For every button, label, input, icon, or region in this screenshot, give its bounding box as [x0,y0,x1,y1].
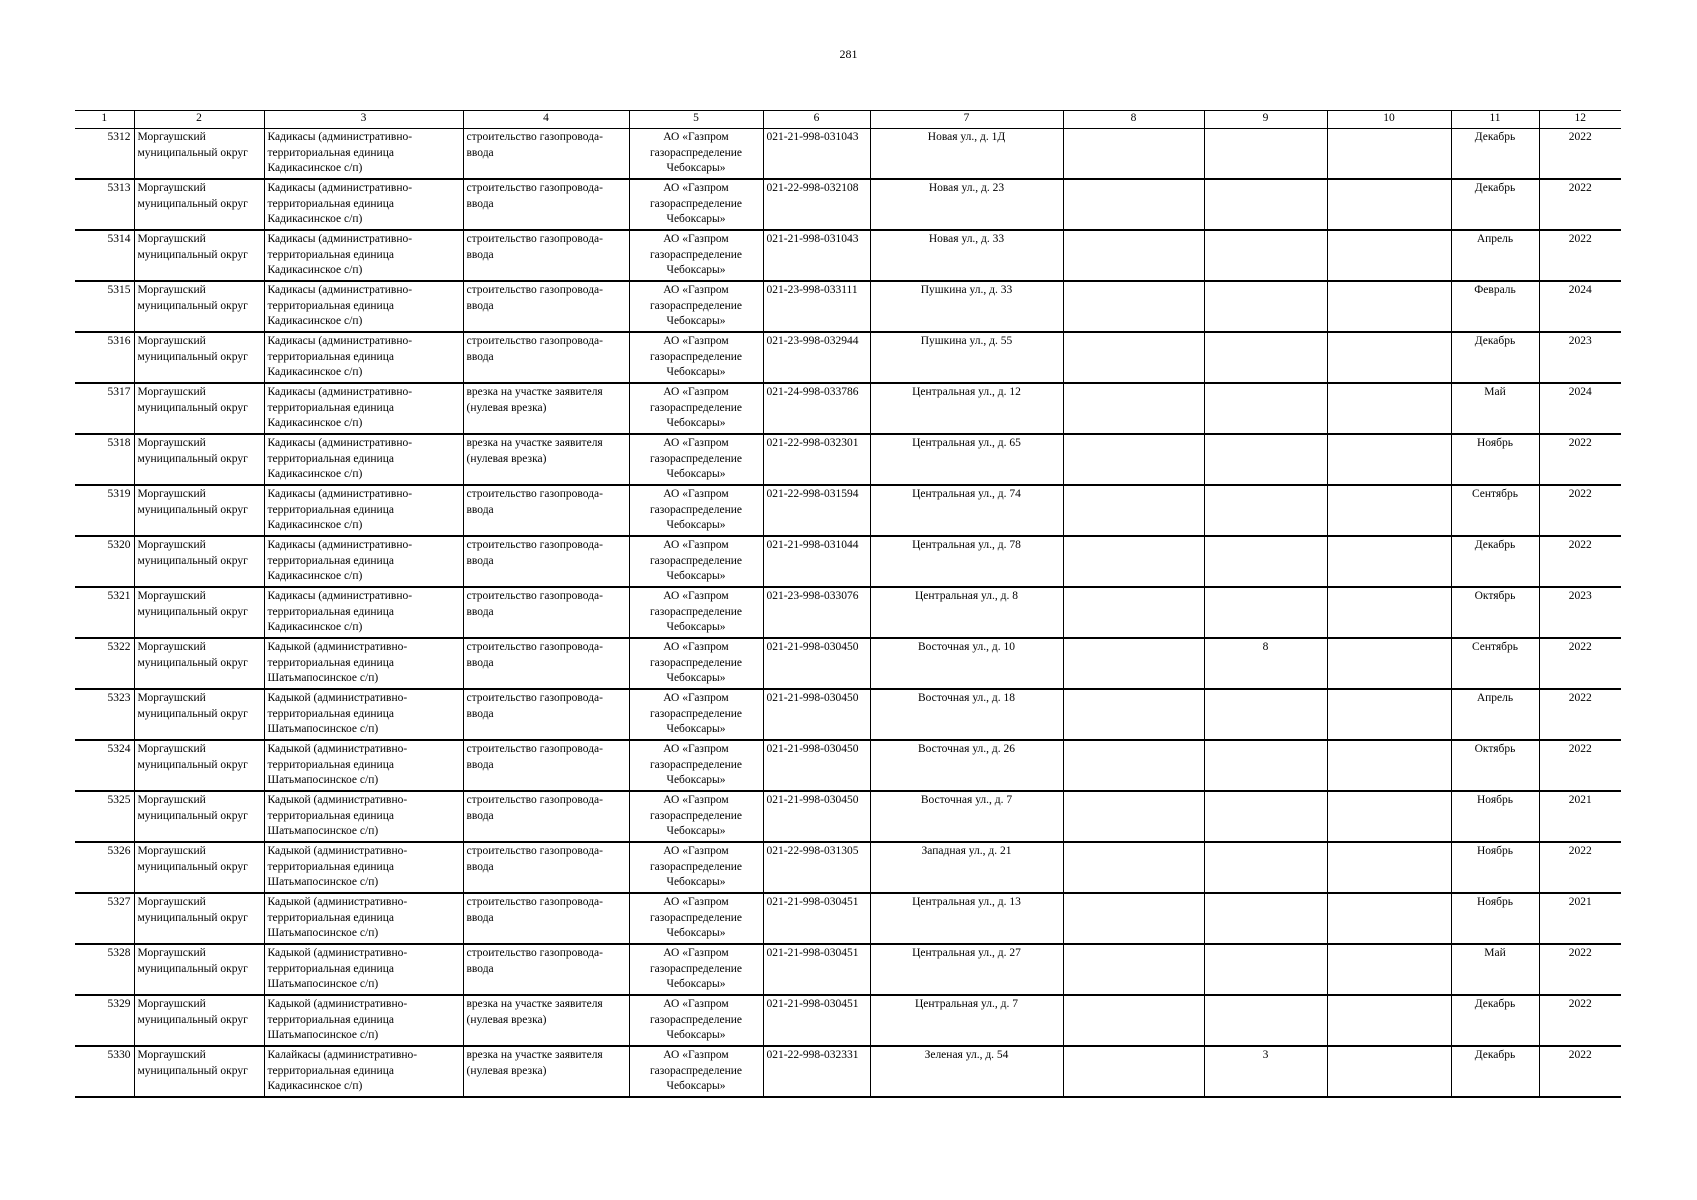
cell-application-number: 021-23-998-032944 [763,332,870,383]
cell-col-9 [1204,230,1327,281]
cell-year: 2022 [1539,1046,1621,1097]
cell-application-number: 021-21-998-031043 [763,230,870,281]
cell-col-8 [1063,1046,1204,1097]
cell-settlement: Кадикасы (административно-территориальная единица Кадикасинское с/п) [264,536,463,587]
cell-settlement: Кадыкой (административно-территориальная единица Шатьмапосинское с/п) [264,689,463,740]
cell-district: Моргаушский муниципальный округ [134,740,264,791]
cell-col-8 [1063,179,1204,230]
cell-row-number: 5320 [75,536,134,587]
cell-district: Моргаушский муниципальный округ [134,179,264,230]
cell-organization: АО «Газпром газораспределение Чебоксары» [629,587,763,638]
column-header-9: 9 [1204,111,1327,129]
cell-organization: АО «Газпром газораспределение Чебоксары» [629,791,763,842]
cell-col-8 [1063,893,1204,944]
cell-row-number: 5313 [75,179,134,230]
cell-col-8 [1063,689,1204,740]
cell-col-8 [1063,434,1204,485]
cell-organization: АО «Газпром газораспределение Чебоксары» [629,332,763,383]
cell-year: 2022 [1539,179,1621,230]
cell-month: Апрель [1451,689,1539,740]
cell-row-number: 5326 [75,842,134,893]
table-row [75,485,1621,536]
cell-col-8 [1063,230,1204,281]
cell-district: Моргаушский муниципальный округ [134,536,264,587]
cell-work-type: врезка на участке заявителя (нулевая врезка) [463,995,629,1046]
cell-address: Центральная ул., д. 12 [870,383,1063,434]
cell-district: Моргаушский муниципальный округ [134,638,264,689]
cell-application-number: 021-21-998-030450 [763,791,870,842]
cell-row-number: 5325 [75,791,134,842]
cell-address: Восточная ул., д. 10 [870,638,1063,689]
cell-year: 2023 [1539,587,1621,638]
column-header-5: 5 [629,111,763,129]
cell-month: Декабрь [1451,995,1539,1046]
table-row [75,791,1621,842]
cell-settlement: Кадикасы (административно-территориальная единица Кадикасинское с/п) [264,230,463,281]
cell-col-9 [1204,587,1327,638]
cell-district: Моргаушский муниципальный округ [134,485,264,536]
table-row [75,587,1621,638]
cell-work-type: строительство газопровода-ввода [463,791,629,842]
cell-row-number: 5322 [75,638,134,689]
cell-settlement: Кадикасы (административно-территориальная единица Кадикасинское с/п) [264,434,463,485]
cell-row-number: 5316 [75,332,134,383]
cell-year: 2022 [1539,995,1621,1046]
cell-month: Октябрь [1451,740,1539,791]
cell-col-10 [1327,791,1451,842]
cell-row-number: 5314 [75,230,134,281]
cell-month: Декабрь [1451,129,1539,180]
cell-col-9 [1204,893,1327,944]
cell-district: Моргаушский муниципальный округ [134,332,264,383]
cell-district: Моргаушский муниципальный округ [134,587,264,638]
column-header-10: 10 [1327,111,1451,129]
cell-organization: АО «Газпром газораспределение Чебоксары» [629,638,763,689]
cell-settlement: Кадикасы (административно-территориальная единица Кадикасинское с/п) [264,485,463,536]
cell-address: Центральная ул., д. 7 [870,995,1063,1046]
cell-col-10 [1327,281,1451,332]
cell-settlement: Кадикасы (административно-территориальная единица Кадикасинское с/п) [264,383,463,434]
cell-settlement: Кадыкой (административно-территориальная единица Шатьмапосинское с/п) [264,842,463,893]
cell-col-10 [1327,383,1451,434]
cell-col-9 [1204,281,1327,332]
cell-col-8 [1063,281,1204,332]
cell-address: Восточная ул., д. 26 [870,740,1063,791]
cell-district: Моргаушский муниципальный округ [134,893,264,944]
cell-work-type: строительство газопровода-ввода [463,944,629,995]
cell-organization: АО «Газпром газораспределение Чебоксары» [629,995,763,1046]
cell-organization: АО «Газпром газораспределение Чебоксары» [629,129,763,180]
cell-settlement: Кадикасы (административно-территориальная единица Кадикасинское с/п) [264,129,463,180]
table-row [75,536,1621,587]
cell-address: Центральная ул., д. 27 [870,944,1063,995]
cell-col-10 [1327,434,1451,485]
cell-row-number: 5324 [75,740,134,791]
table-row [75,842,1621,893]
cell-district: Моргаушский муниципальный округ [134,230,264,281]
cell-application-number: 021-21-998-030451 [763,893,870,944]
cell-work-type: строительство газопровода-ввода [463,230,629,281]
cell-work-type: строительство газопровода-ввода [463,740,629,791]
cell-row-number: 5323 [75,689,134,740]
cell-organization: АО «Газпром газораспределение Чебоксары» [629,689,763,740]
header-row [75,111,1621,129]
cell-month: Декабрь [1451,179,1539,230]
cell-col-10 [1327,129,1451,180]
cell-col-10 [1327,893,1451,944]
cell-work-type: врезка на участке заявителя (нулевая врезка) [463,383,629,434]
cell-year: 2022 [1539,842,1621,893]
cell-col-10 [1327,179,1451,230]
table-row [75,893,1621,944]
cell-year: 2022 [1539,434,1621,485]
cell-row-number: 5312 [75,129,134,180]
cell-address: Восточная ул., д. 18 [870,689,1063,740]
cell-application-number: 021-24-998-033786 [763,383,870,434]
cell-settlement: Кадикасы (административно-территориальная единица Кадикасинское с/п) [264,179,463,230]
column-header-11: 11 [1451,111,1539,129]
cell-work-type: врезка на участке заявителя (нулевая врезка) [463,1046,629,1097]
table-row [75,129,1621,180]
table-row [75,1046,1621,1097]
cell-address: Восточная ул., д. 7 [870,791,1063,842]
cell-organization: АО «Газпром газораспределение Чебоксары» [629,1046,763,1097]
cell-work-type: строительство газопровода-ввода [463,587,629,638]
cell-col-8 [1063,791,1204,842]
cell-year: 2021 [1539,893,1621,944]
cell-col-8 [1063,842,1204,893]
table-row [75,281,1621,332]
cell-col-8 [1063,587,1204,638]
cell-row-number: 5321 [75,587,134,638]
cell-application-number: 021-21-998-031044 [763,536,870,587]
cell-year: 2022 [1539,129,1621,180]
table-row [75,230,1621,281]
cell-col-9 [1204,129,1327,180]
cell-col-10 [1327,842,1451,893]
cell-work-type: строительство газопровода-ввода [463,536,629,587]
cell-col-9 [1204,179,1327,230]
cell-settlement: Кадыкой (административно-территориальная единица Шатьмапосинское с/п) [264,944,463,995]
cell-col-8 [1063,995,1204,1046]
cell-month: Апрель [1451,230,1539,281]
cell-organization: АО «Газпром газораспределение Чебоксары» [629,893,763,944]
cell-settlement: Кадыкой (административно-территориальная единица Шатьмапосинское с/п) [264,791,463,842]
cell-settlement: Кадыкой (административно-территориальная единица Шатьмапосинское с/п) [264,995,463,1046]
cell-col-8 [1063,740,1204,791]
cell-application-number: 021-21-998-031043 [763,129,870,180]
cell-organization: АО «Газпром газораспределение Чебоксары» [629,434,763,485]
cell-district: Моргаушский муниципальный округ [134,791,264,842]
cell-settlement: Кадикасы (административно-территориальная единица Кадикасинское с/п) [264,587,463,638]
cell-organization: АО «Газпром газораспределение Чебоксары» [629,944,763,995]
column-header-1: 1 [75,111,134,129]
cell-col-9 [1204,332,1327,383]
cell-application-number: 021-21-998-030451 [763,995,870,1046]
cell-organization: АО «Газпром газораспределение Чебоксары» [629,383,763,434]
table-row [75,383,1621,434]
cell-address: Пушкина ул., д. 55 [870,332,1063,383]
cell-year: 2022 [1539,536,1621,587]
cell-year: 2021 [1539,791,1621,842]
cell-year: 2024 [1539,281,1621,332]
cell-organization: АО «Газпром газораспределение Чебоксары» [629,842,763,893]
cell-work-type: строительство газопровода-ввода [463,842,629,893]
cell-application-number: 021-22-998-032301 [763,434,870,485]
cell-district: Моргаушский муниципальный округ [134,995,264,1046]
cell-year: 2022 [1539,944,1621,995]
cell-year: 2022 [1539,689,1621,740]
cell-row-number: 5327 [75,893,134,944]
cell-district: Моргаушский муниципальный округ [134,383,264,434]
cell-col-10 [1327,944,1451,995]
cell-address: Центральная ул., д. 65 [870,434,1063,485]
cell-row-number: 5317 [75,383,134,434]
cell-settlement: Кадыкой (административно-территориальная единица Шатьмапосинское с/п) [264,638,463,689]
cell-address: Пушкина ул., д. 33 [870,281,1063,332]
cell-organization: АО «Газпром газораспределение Чебоксары» [629,179,763,230]
cell-year: 2022 [1539,485,1621,536]
table-row [75,689,1621,740]
cell-month: Ноябрь [1451,434,1539,485]
cell-organization: АО «Газпром газораспределение Чебоксары» [629,230,763,281]
cell-col-9 [1204,536,1327,587]
cell-work-type: строительство газопровода-ввода [463,485,629,536]
cell-col-9 [1204,791,1327,842]
cell-application-number: 021-22-998-031594 [763,485,870,536]
cell-application-number: 021-21-998-030450 [763,689,870,740]
cell-month: Декабрь [1451,332,1539,383]
cell-address: Центральная ул., д. 78 [870,536,1063,587]
cell-col-10 [1327,485,1451,536]
cell-work-type: строительство газопровода-ввода [463,281,629,332]
column-header-3: 3 [264,111,463,129]
cell-col-9: 3 [1204,1046,1327,1097]
cell-district: Моргаушский муниципальный округ [134,689,264,740]
cell-application-number: 021-23-998-033076 [763,587,870,638]
column-header-12: 12 [1539,111,1621,129]
cell-address: Центральная ул., д. 74 [870,485,1063,536]
cell-address: Центральная ул., д. 8 [870,587,1063,638]
table-header [75,111,1621,129]
cell-col-9 [1204,995,1327,1046]
cell-col-10 [1327,587,1451,638]
cell-col-9 [1204,434,1327,485]
cell-col-9 [1204,842,1327,893]
cell-row-number: 5330 [75,1046,134,1097]
cell-col-10 [1327,536,1451,587]
cell-month: Май [1451,944,1539,995]
cell-row-number: 5328 [75,944,134,995]
cell-work-type: строительство газопровода-ввода [463,179,629,230]
cell-work-type: строительство газопровода-ввода [463,893,629,944]
cell-col-8 [1063,536,1204,587]
cell-col-10 [1327,1046,1451,1097]
cell-application-number: 021-22-998-032331 [763,1046,870,1097]
cell-application-number: 021-21-998-030450 [763,638,870,689]
cell-month: Май [1451,383,1539,434]
cell-col-9 [1204,740,1327,791]
cell-year: 2024 [1539,383,1621,434]
cell-district: Моргаушский муниципальный округ [134,129,264,180]
cell-district: Моргаушский муниципальный округ [134,842,264,893]
cell-col-10 [1327,638,1451,689]
cell-col-10 [1327,689,1451,740]
cell-col-9 [1204,944,1327,995]
cell-work-type: строительство газопровода-ввода [463,332,629,383]
table-row [75,740,1621,791]
cell-settlement: Кадикасы (административно-территориальная единица Кадикасинское с/п) [264,332,463,383]
cell-work-type: врезка на участке заявителя (нулевая врезка) [463,434,629,485]
cell-district: Моргаушский муниципальный округ [134,1046,264,1097]
cell-district: Моргаушский муниципальный округ [134,281,264,332]
cell-address: Центральная ул., д. 13 [870,893,1063,944]
cell-month: Февраль [1451,281,1539,332]
table-row [75,944,1621,995]
table-row [75,995,1621,1046]
cell-work-type: строительство газопровода-ввода [463,689,629,740]
table-row [75,179,1621,230]
cell-month: Ноябрь [1451,842,1539,893]
cell-col-10 [1327,995,1451,1046]
cell-row-number: 5319 [75,485,134,536]
cell-settlement: Кадикасы (административно-территориальная единица Кадикасинское с/п) [264,281,463,332]
cell-col-8 [1063,485,1204,536]
cell-month: Сентябрь [1451,638,1539,689]
cell-col-9 [1204,485,1327,536]
cell-settlement: Кадыкой (административно-территориальная единица Шатьмапосинское с/п) [264,740,463,791]
cell-organization: АО «Газпром газораспределение Чебоксары» [629,536,763,587]
cell-organization: АО «Газпром газораспределение Чебоксары» [629,281,763,332]
cell-col-8 [1063,129,1204,180]
cell-settlement: Кадыкой (административно-территориальная единица Шатьмапосинское с/п) [264,893,463,944]
cell-year: 2023 [1539,332,1621,383]
cell-col-9: 8 [1204,638,1327,689]
page-number: 281 [839,47,858,61]
cell-settlement: Калайкасы (административно-территориальная единица Кадикасинское с/п) [264,1046,463,1097]
cell-organization: АО «Газпром газораспределение Чебоксары» [629,740,763,791]
cell-application-number: 021-21-998-030451 [763,944,870,995]
column-header-6: 6 [763,111,870,129]
cell-month: Ноябрь [1451,791,1539,842]
cell-col-10 [1327,740,1451,791]
cell-year: 2022 [1539,638,1621,689]
cell-address: Западная ул., д. 21 [870,842,1063,893]
cell-month: Декабрь [1451,536,1539,587]
cell-work-type: строительство газопровода-ввода [463,129,629,180]
registry-table [75,110,1621,1098]
cell-row-number: 5329 [75,995,134,1046]
cell-row-number: 5315 [75,281,134,332]
cell-district: Моргаушский муниципальный округ [134,434,264,485]
cell-year: 2022 [1539,740,1621,791]
cell-month: Октябрь [1451,587,1539,638]
column-header-7: 7 [870,111,1063,129]
table-row [75,434,1621,485]
cell-district: Моргаушский муниципальный округ [134,944,264,995]
cell-address: Новая ул., д. 1Д [870,129,1063,180]
table-row [75,332,1621,383]
table-body [75,129,1621,1098]
cell-col-10 [1327,332,1451,383]
cell-application-number: 021-23-998-033111 [763,281,870,332]
cell-col-8 [1063,638,1204,689]
cell-col-9 [1204,383,1327,434]
cell-year: 2022 [1539,230,1621,281]
cell-month: Декабрь [1451,1046,1539,1097]
cell-col-8 [1063,332,1204,383]
cell-month: Сентябрь [1451,485,1539,536]
cell-col-8 [1063,383,1204,434]
cell-col-10 [1327,230,1451,281]
cell-col-9 [1204,689,1327,740]
cell-application-number: 021-22-998-032108 [763,179,870,230]
column-header-4: 4 [463,111,629,129]
cell-application-number: 021-21-998-030450 [763,740,870,791]
cell-application-number: 021-22-998-031305 [763,842,870,893]
cell-address: Новая ул., д. 23 [870,179,1063,230]
cell-address: Новая ул., д. 33 [870,230,1063,281]
cell-month: Ноябрь [1451,893,1539,944]
cell-row-number: 5318 [75,434,134,485]
column-header-8: 8 [1063,111,1204,129]
cell-organization: АО «Газпром газораспределение Чебоксары» [629,485,763,536]
column-header-2: 2 [134,111,264,129]
cell-col-8 [1063,944,1204,995]
cell-work-type: строительство газопровода-ввода [463,638,629,689]
table-row [75,638,1621,689]
cell-address: Зеленая ул., д. 54 [870,1046,1063,1097]
